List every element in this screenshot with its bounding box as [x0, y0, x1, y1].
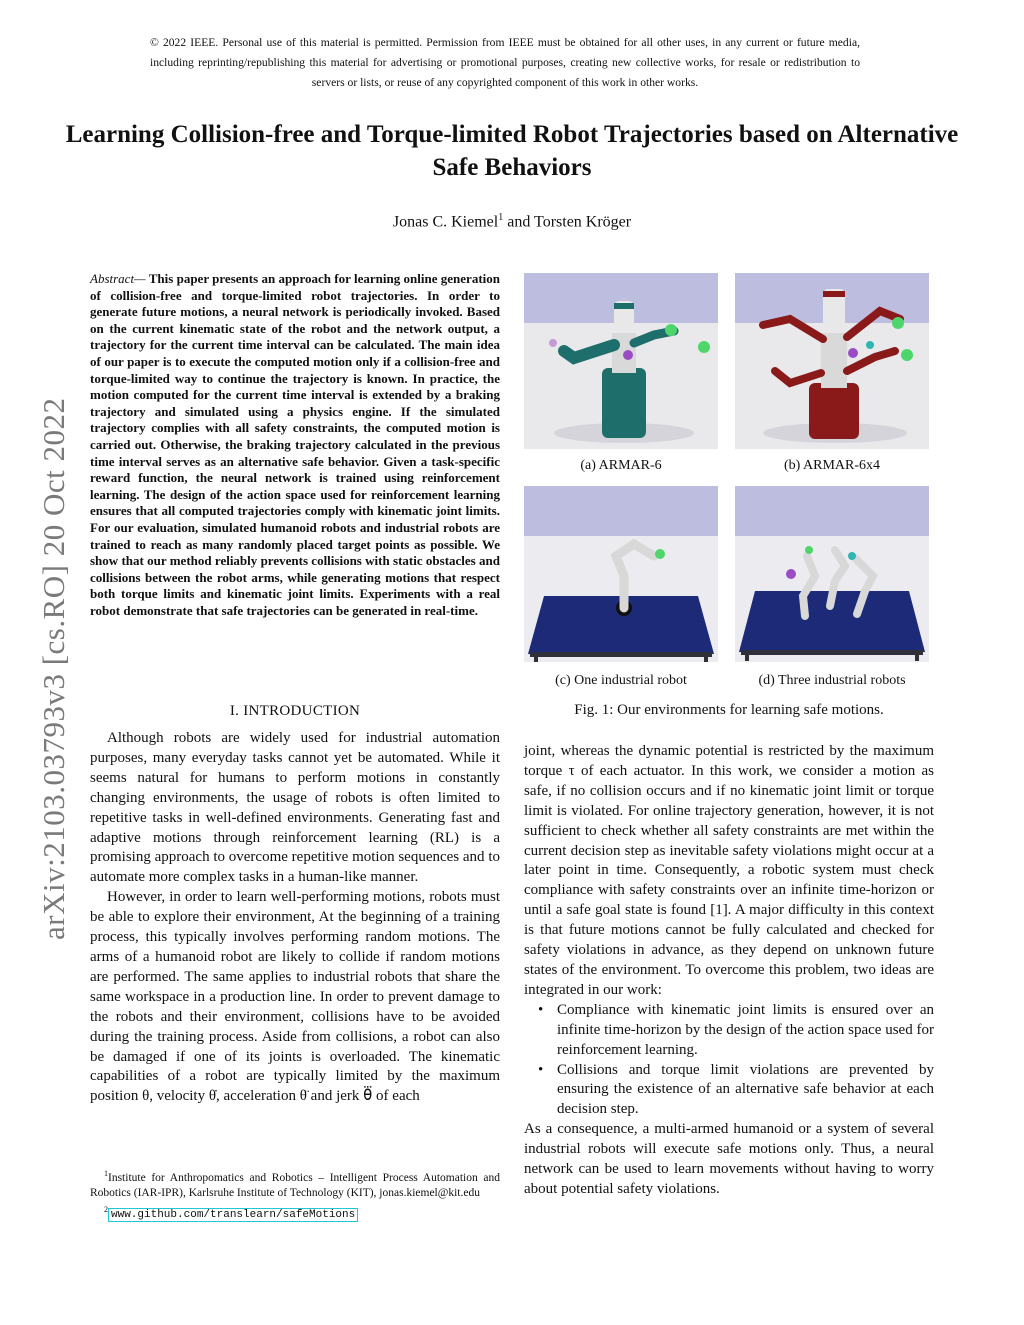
- footnote-1-text: Institute for Anthropomatics and Robotics – Intelligent Process Automation and Robotics (IAR-IPR), Karlsruhe Institute of Technology (KIT), jonas.kiemel@kit.edu: [90, 1171, 500, 1199]
- list-item: • Collisions and torque limit violations are prevented by ensuring the existence of an alternative safe behavior at each decision step.: [557, 1061, 934, 1121]
- section-heading-introduction: I. INTRODUCTION: [229, 703, 361, 719]
- figure-panel-armar6: [524, 273, 718, 449]
- author-line: [200, 212, 824, 231]
- author-1: Jonas C. Kiemel: [392, 213, 499, 231]
- figure-panel-one-industrial: [524, 486, 718, 662]
- right-paragraph-2: As a consequence, a multi-armed humanoid or a system of several industrial robots will execute safe motions only. Thus, a neural network can be used to learn movements without having to worry about potential safety violations.: [524, 1121, 934, 1197]
- introduction-text: [90, 729, 500, 1107]
- right-paragraph-1: joint, whereas the dynamic potential is restricted by the maximum torque τ of each actuator. In this work, we consider a motion as safe, if no collision occurs and if no kinematic joint limit or torque limit is violated. For online trajectory generation, however, it is not sufficient to check whether all safety constraints are met within the current decision step as inevitable safety violations might occur at a later point in time. Consequently, a robotic system must check compliance with safety constraints over an infinite time-horizon or until a safe goal state is found [1]. A major difficulty in this context is that future motions cannot be fully calculated and checked for safety violations in advance, as they depend on unknown future states of the environment. To overcome this problem, two ideas are integrated in our work:: [524, 743, 934, 998]
- footnote-1: [90, 1166, 500, 1201]
- copyright-notice: © 2022 IEEE. Personal use of this material is permitted. Permission from IEEE must be obtained for all other uses, in any current or future media, including reprinting/republishing this material for advertising or promotional purposes, creating new collective works, for resale or redistribution to servers or lists, or reuse of any copyrighted component of this work in other works.: [150, 36, 860, 89]
- author-2: Torsten Kröger: [534, 213, 632, 231]
- subcaption-b: (b) ARMAR-6x4: [783, 458, 881, 473]
- figure-panel-three-industrial: [735, 486, 929, 662]
- footnote-2: [90, 1202, 500, 1223]
- abstract: [90, 271, 500, 619]
- subcaption-a: (a) ARMAR-6: [580, 458, 662, 473]
- list-item: • Compliance with kinematic joint limits is ensured over an infinite time-horizon by the design of the action space used for reinforcement learning.: [557, 1001, 934, 1061]
- github-link[interactable]: www.github.com/translearn/safeMotions: [108, 1208, 358, 1222]
- author-conjunction: and: [503, 213, 535, 231]
- footnote-2-mark: 2: [104, 1204, 108, 1214]
- figure-caption: Fig. 1: Our environments for learning safe motions.: [574, 702, 884, 718]
- abstract-body: This paper presents an approach for learning online generation of collision-free and torque-limited robot trajectories. In order to generate future motions, a neural network is periodically invoked. Based on the current kinematic state of the robot and the network output, a trajectory for the current time interval can be calculated. The main idea of our paper is to execute the computed motion only if a collision-free and torque-limited way to continue the trajectory is known. In practice, the motion computed for the current time interval is extended by a braking trajectory and simulated using a physics engine. If the simulated trajectory complies with all safety constraints, the computed motion is carried out. Otherwise, the braking trajectory calculated in the previous time interval serves as an alternative safe behavior. Given a task-specific reward function, the neural network is trained using reinforcement learning. The design of the action space used for reinforcement learning ensures that all computed trajectories comply with kinematic joint limits. For our evaluation, simulated humanoid robots and industrial robots are trained to reach as many randomly placed target points as possible. We show that our method reliably prevents collisions with static obstacles and collisions between the robot arms, while generating motions that respect both torque limits and kinematic joint limits. Experiments with a real robot demonstrate that safe trajectories can be generated in real-time.: [90, 271, 500, 618]
- intro-paragraph-2: However, in order to learn well-performing motions, robots must be able to explore their environment, At the beginning of a training process, this typically involves performing random motions. The arms of a humanoid robot are likely to collide if random motions are performed. The same applies to industrial robots that share the same workspace in a production line. In order to prevent damage to the robots and their environment, collisions have to be avoided during the training process. Aside from collisions, a robot can also be damaged if one of its joints is overloaded. The kinematic capabilities of a robot are typically limited by the maximum position θ, velocity θ̇, acceleration θ̈ and jerk θ⃛ of each: [90, 889, 500, 1105]
- contribution-list: [524, 1001, 934, 1120]
- arxiv-sidebar-id: arXiv:2103.03793v3 [cs.RO] 20 Oct 2022: [36, 397, 71, 940]
- author-1-affiliation-mark: 1: [498, 212, 504, 223]
- subcaption-c: (c) One industrial robot: [555, 673, 687, 688]
- abstract-lead: Abstract—: [90, 271, 146, 286]
- subcaption-d: (d) Three industrial robots: [758, 673, 906, 688]
- footnotes: [90, 1166, 500, 1223]
- right-column-text: [524, 742, 934, 1200]
- footnote-1-mark: 1: [104, 1169, 108, 1178]
- figure-panel-armar6x4: [735, 273, 929, 449]
- intro-paragraph-1: Although robots are widely used for industrial automation purposes, many everyday tasks cannot yet be automated. While it seems natural for humans to perform motions in constantly changing environments, the usage of robots is often limited to repetitive tasks in well-defined environments. Generating fast and adaptive motions through reinforcement learning (RL) is a promising approach to overcome repetitive motion sequences and to automate more complex tasks in a human-like manner.: [90, 730, 500, 886]
- paper-title: Learning Collision-free and Torque-limited Robot Trajectories based on Alternative Safe Behaviors: [65, 121, 959, 181]
